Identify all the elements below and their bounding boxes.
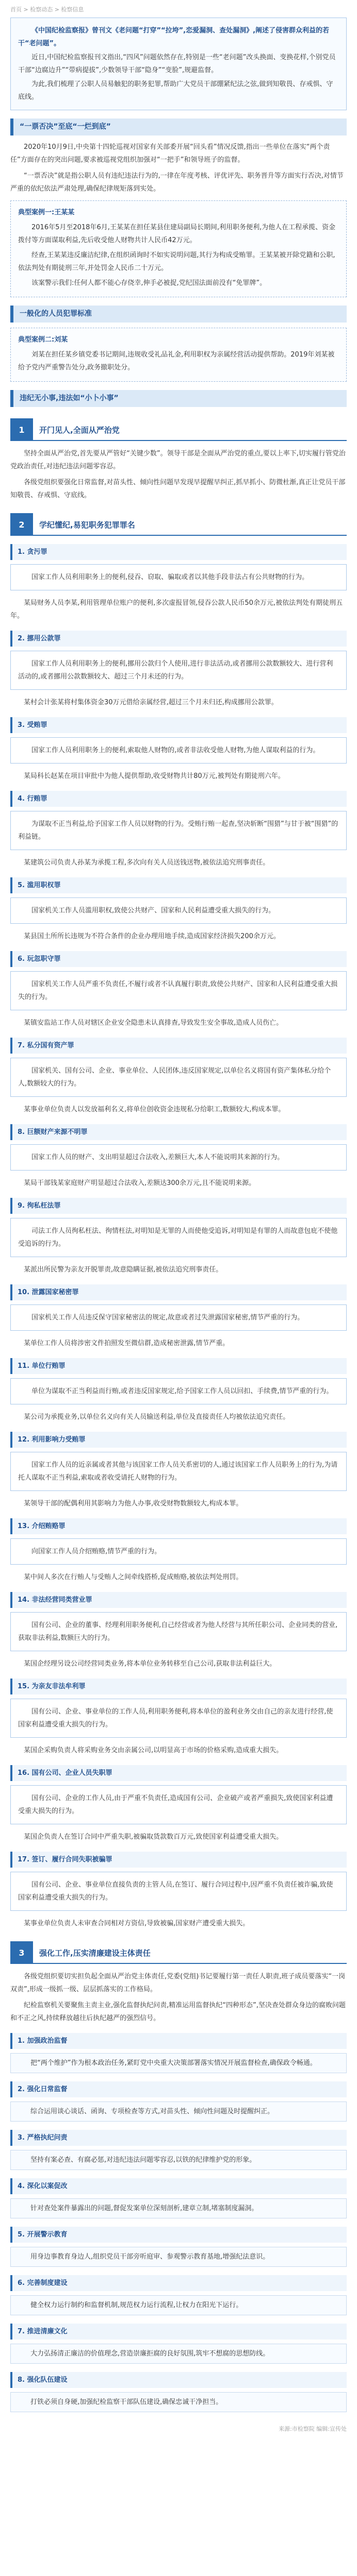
crime-item	[10, 1198, 347, 1276]
step-text: 把“两个维护”作为根本政治任务,紧盯党中央重大决策部署落实情况开展监督检查,确保政令畅通。	[30, 2059, 317, 2067]
crime-title: 2. 挪用公款罪	[10, 631, 347, 647]
crime-case: 某中间人多次在行贿人与受贿人之间牵线搭桥,促成贿赂,被依法判处刑罚。	[24, 1573, 243, 1581]
step-text: 针对查处案件暴露出的问题,督促发案单位深刻剖析,建章立制,堵塞制度漏洞。	[30, 2205, 258, 2212]
crime-case: 某村会计张某将村集体资金30万元借给亲属经营,超过三个月未归还,构成挪用公款罪。	[24, 699, 278, 706]
crime-definition: 国家机关、国有公司、企业、事业单位、人民团体,违反国家规定,以单位名义将国有资产集体私分给个人,数额较大的行为。	[18, 1067, 331, 1088]
body-paragraph: 2020年10月9日,中央第十四轮巡视对国家有关部委开展“回头看”情况反馈,指出一些单位在落实“两个责任”方面存在的突出问题,要求被巡视党组织加强对“一把手”和领导班子的监督。	[10, 143, 330, 164]
crime-item	[10, 1284, 347, 1350]
step-box	[10, 2102, 347, 2122]
crime-case: 某派出所民警为亲友开脱罪责,故意隐瞒证据,被依法追究刑事责任。	[24, 1266, 223, 1274]
case-paragraph: 该案警示我们:任何人都不能心存侥幸,伸手必被捉,党纪国法面前没有“免罪牌”。	[31, 279, 267, 287]
footer-source: 来源:市检察院 编辑:宣传处	[279, 2426, 347, 2432]
case-title: 典型案例二:刘某	[18, 336, 68, 344]
crime-case: 某单位工作人员将涉密文件拍照发至微信群,造成秘密泄露,情节严重。	[24, 1340, 230, 1347]
step-title: 2. 强化日常监督	[10, 2081, 347, 2097]
crime-case: 某事业单位负责人以发放福利名义,将单位创收资金违规私分给职工,数额较大,构成本罪。	[24, 1106, 285, 1113]
crime-title: 4. 行贿罪	[10, 791, 347, 807]
case-paragraph: 2016年5月至2018年6月,王某某在担任某县住建局副局长期间,利用职务便利,为他人在工程承揽、资金拨付等方面谋取利益,先后收受他人财物共计人民币42万元。	[18, 224, 336, 244]
crime-definition: 国家工作人员的财产、支出明显超过合法收入,差额巨大,本人不能说明其来源的行为。	[31, 1154, 284, 1161]
crime-title: 10. 泄露国家秘密罪	[10, 1284, 347, 1300]
step-text: 大力弘扬清正廉洁的价值理念,营造崇廉拒腐的良好氛围,筑牢不想腐的思想防线。	[30, 2350, 270, 2358]
step-box	[10, 2198, 347, 2218]
crime-title: 15. 为亲友非法牟利罪	[10, 1679, 347, 1694]
crime-item	[10, 1765, 347, 1843]
crime-definition: 国家工作人员利用职务上的便利,挪用公款归个人使用,进行非法活动,或者挪用公款数额较大、进行营利活动的,或者挪用公款数额较大、超过三个月未还的行为。	[18, 660, 333, 681]
crime-case: 某局科长赵某在项目审批中为他人提供帮助,收受财物共计80万元,被判处有期徒刑六年。	[24, 772, 285, 780]
case-paragraph: 刘某在担任某乡镇党委书记期间,违规收受礼品礼金,利用职权为亲属经营活动提供帮助。2019年刘某被给予党内严重警告处分,政务撤职处分。	[18, 351, 335, 371]
crime-item	[10, 1432, 347, 1510]
step-box	[10, 2392, 347, 2412]
breadcrumb[interactable]: 首页 > 检察动态 > 检察信息	[10, 6, 84, 13]
step-box	[10, 2053, 347, 2073]
section-title: 强化工作,压实清廉建设主体责任	[33, 1942, 347, 1964]
crime-case: 某局干部钱某家庭财产明显超过合法收入,差额达300余万元,且不能说明来源。	[24, 1179, 256, 1187]
section-paragraph: 纪检监察机关要聚焦主责主业,强化监督执纪问责,精准运用监督执纪“四种形态”,坚决查处群众身边的腐败问题和不正之风,持续释放越往后执纪越严的强烈信号。	[10, 2002, 346, 2022]
crime-definition: 单位为谋取不正当利益而行贿,或者违反国家规定,给予国家工作人员以回扣、手续费,情节严重的行为。	[31, 1387, 333, 1395]
section-header-1	[10, 418, 347, 441]
section-header-3	[10, 1941, 347, 1964]
crime-definition: 司法工作人员徇私枉法、徇情枉法,对明知是无罪的人而使他受追诉,对明知是有罪的人而故意包庇不使他受追诉的行为。	[18, 1227, 338, 1248]
section-paragraph: 坚持全面从严治党,首先要从严管好“关键少数”。领导干部是全面从严治党的重点,要以上率下,切实履行管党治党政治责任,对违纪违法问题零容忍。	[10, 450, 346, 470]
crime-title: 8. 巨额财产来源不明罪	[10, 1124, 347, 1140]
crime-definition-box	[10, 1144, 347, 1171]
section-number: 1	[10, 418, 33, 441]
crime-definition: 国家工作人员的近亲属或者其他与该国家工作人员关系密切的人,通过该国家工作人员职务上的行为,为请托人谋取不正当利益,索取或者收受请托人财物的行为。	[18, 1461, 338, 1482]
banner-standard: 一般化的人员犯罪标准	[10, 306, 347, 323]
crime-definition: 向国家工作人员介绍贿赂,情节严重的行为。	[31, 1548, 161, 1555]
crime-title: 9. 徇私枉法罪	[10, 1198, 347, 1214]
crime-title: 7. 私分国有资产罪	[10, 1038, 347, 1054]
crime-definition-box	[10, 1538, 347, 1565]
crime-list	[10, 544, 347, 1930]
crime-definition-box	[10, 1699, 347, 1738]
crime-title: 16. 国有公司、企业人员失职罪	[10, 1765, 347, 1781]
crime-definition-box	[10, 1612, 347, 1651]
crime-definition: 国家工作人员利用职务上的便利,侵吞、窃取、骗取或者以其他手段非法占有公共财物的行为。	[31, 573, 309, 581]
intro-paragraph: 为此,我们梳理了公职人员易触犯的职务犯罪,帮助广大党员干部绷紧纪法之弦,做到知敬畏、存戒惧、守底线。	[18, 80, 333, 101]
crime-definition: 国有公司、企业、事业单位直接负责的主管人员,在签订、履行合同过程中,因严重不负责任被诈骗,致使国家利益遭受重大损失的行为。	[18, 1881, 333, 1902]
case-title: 典型案例一:王某某	[18, 209, 75, 216]
crime-item	[10, 1852, 347, 1930]
crime-item	[10, 631, 347, 709]
step-text: 综合运用谈心谈话、函询、专项检查等方式,对苗头性、倾向性问题及时提醒纠正。	[30, 2108, 274, 2115]
crime-definition-box	[10, 1785, 347, 1824]
crime-title: 17. 签订、履行合同失职被骗罪	[10, 1852, 347, 1868]
crime-case: 某事业单位负责人未审查合同相对方资信,导致被骗,国家财产遭受重大损失。	[24, 1920, 250, 1927]
step-list	[10, 2033, 347, 2412]
step-text: 打铁必须自身硬,加强纪检监察干部队伍建设,确保忠诚干净担当。	[30, 2398, 223, 2406]
crime-case: 某局财务人员李某,利用管理单位账户的便利,多次虚报冒领,侵吞公款人民币50余万元,被依法判处有期徒刑五年。	[10, 599, 343, 620]
step-box	[10, 2344, 347, 2364]
crime-title: 14. 非法经营同类营业罪	[10, 1592, 347, 1608]
crime-definition: 为谋取不正当利益,给予国家工作人员以财物的行为。受贿行贿一起查,坚决斩断“围猎”与甘于被“围猎”的利益链。	[18, 820, 338, 841]
crime-definition-box	[10, 737, 347, 764]
step-text: 用身边事教育身边人,组织党员干部旁听庭审、参观警示教育基地,增强纪法意识。	[30, 2253, 270, 2261]
step-title: 5. 开展警示教育	[10, 2227, 347, 2243]
crime-definition-box	[10, 564, 347, 590]
section-title: 开门见人,全面从严治党	[33, 419, 347, 441]
crime-definition-box	[10, 897, 347, 924]
step-title: 8. 强化队伍建设	[10, 2372, 347, 2388]
crime-item	[10, 1038, 347, 1116]
crime-title: 6. 玩忽职守罪	[10, 951, 347, 967]
crime-title: 3. 受贿罪	[10, 717, 347, 733]
banner-no-small-matter: 违纪无小事,违法如“小卜小事”	[10, 390, 347, 407]
crime-case: 某国企负责人在签订合同中严重失职,被骗取货款数百万元,致使国家利益遭受重大损失。	[24, 1833, 283, 1841]
step-box	[10, 2247, 347, 2267]
body-paragraph: “一票否决”就是指公职人员有违纪违法行为的,一律在年度考核、评优评先、职务晋升等方面实行否决,对情节严重的依纪依法严肃处理,确保纪律规矩落到实处。	[10, 172, 344, 193]
crime-definition-box	[10, 1058, 347, 1097]
step-box	[10, 2150, 347, 2170]
crime-definition: 国家机关工作人员违反保守国家秘密法的规定,故意或者过失泄露国家秘密,情节严重的行为。	[31, 1314, 304, 1321]
crime-item	[10, 1124, 347, 1190]
crime-case: 某领导干部的配偶利用其影响力为他人办事,收受财物数额较大,构成本罪。	[24, 1500, 243, 1507]
case-box	[10, 200, 347, 297]
step-box	[10, 2295, 347, 2315]
section-paragraph: 各级党组织要切实担负起全面从严治党主体责任,党委(党组)书记要履行第一责任人职责,班子成员要落实“一岗双责”,形成一级抓一级、层层抓落实的工作格局。	[10, 1973, 346, 1993]
crime-item	[10, 1358, 347, 1423]
crime-item	[10, 951, 347, 1029]
step-title: 6. 完善制度建设	[10, 2275, 347, 2291]
step-title: 1. 加强政治监督	[10, 2033, 347, 2049]
crime-case: 某公司为承揽业务,以单位名义向有关人员输送利益,单位及直接责任人均被依法追究责任。	[24, 1413, 290, 1421]
crime-item	[10, 717, 347, 783]
crime-definition-box	[10, 1304, 347, 1331]
step-text: 健全权力运行制约和监督机制,规范权力运行流程,让权力在阳光下运行。	[30, 2301, 243, 2309]
crime-item	[10, 1518, 347, 1584]
section-number: 3	[10, 1941, 33, 1964]
intro-lead: 《中国纪检监察报》曾刊文《老问题“打穿”“拉垮”,恋爱漏洞、查处漏洞》,阐述了侵害群众利益的若干“老问题”。	[18, 27, 330, 47]
crime-definition-box	[10, 651, 347, 690]
case-box	[10, 328, 347, 382]
crime-definition-box	[10, 1378, 347, 1404]
crime-title: 12. 利用影响力受贿罪	[10, 1432, 347, 1448]
crime-item	[10, 1592, 347, 1670]
crime-definition: 国有公司、企业的工作人员,由于严重不负责任,造成国有公司、企业破产或者严重损失,致使国家利益遭受重大损失的行为。	[18, 1794, 333, 1815]
crime-definition: 国家机关工作人员滥用职权,致使公共财产、国家和人民利益遭受重大损失的行为。	[31, 907, 275, 914]
intro-box	[10, 18, 347, 110]
section-header-2	[10, 513, 347, 536]
step-title: 4. 深化以案促改	[10, 2178, 347, 2194]
crime-title: 11. 单位行贿罪	[10, 1358, 347, 1374]
step-title: 3. 严格执纪问责	[10, 2130, 347, 2146]
step-text: 坚持有案必查、有腐必惩,对违纪违法问题零容忍,以铁的纪律维护党的形象。	[30, 2156, 256, 2164]
crime-case: 某县国土所所长违规为不符合条件的企业办理用地手续,造成国家经济损失200余万元。	[24, 933, 280, 940]
crime-case: 某建筑公司负责人孙某为承揽工程,多次向有关人员送钱送物,被依法追究刑事责任。	[24, 859, 270, 867]
crime-definition-box	[10, 1872, 347, 1911]
crime-item	[10, 544, 347, 622]
crime-item	[10, 1679, 347, 1757]
crime-definition-box	[10, 971, 347, 1010]
banner-veto: “一票否决”至底“一烂到底”	[10, 118, 347, 135]
crime-definition: 国家机关工作人员严重不负责任,不履行或者不认真履行职责,致使公共财产、国家和人民利益遭受重大损失的行为。	[18, 980, 338, 1001]
crime-item	[10, 877, 347, 943]
section-title: 学纪懂纪,易犯职务犯罪罪名	[33, 514, 347, 536]
intro-paragraph: 近日,中国纪检监察报刊文指出,“四风”问题依然存在,特别是一些“老问题”改头换面、变换花样,个别党员干部“边腐边升”“带病提拔”,少数领导干部“隐身”“变脸”,规避监督。	[18, 54, 336, 74]
crime-case: 某镇安监站工作人员对辖区企业安全隐患未认真排查,导致发生安全事故,造成人员伤亡。	[24, 1019, 283, 1027]
step-title: 7. 推进清廉文化	[10, 2324, 347, 2340]
section-number: 2	[10, 513, 33, 536]
crime-definition: 国有公司、企业的董事、经理利用职务便利,自己经营或者为他人经营与其所任职公司、企业同类的营业,获取非法利益,数额巨大的行为。	[18, 1621, 338, 1642]
crime-case: 某国企采购负责人将采购业务交由亲属公司,以明显高于市场的价格采购,造成重大损失。	[24, 1747, 283, 1754]
crime-title: 5. 滥用职权罪	[10, 877, 347, 893]
crime-item	[10, 791, 347, 869]
crime-title: 1. 贪污罪	[10, 544, 347, 560]
crime-definition-box	[10, 811, 347, 850]
crime-definition: 国有公司、企业、事业单位的工作人员,利用职务便利,将本单位的盈利业务交由自己的亲友进行经营,使国家利益遭受重大损失的行为。	[18, 1708, 333, 1728]
crime-case: 某国企经理另设公司经营同类业务,将本单位业务转移至自己公司,获取非法利益巨大。	[24, 1660, 277, 1668]
crime-title: 13. 介绍贿赂罪	[10, 1518, 347, 1534]
case-paragraph: 经查,王某某违反廉洁纪律,在组织函询时不如实说明问题,其行为构成受贿罪。王某某被开除党籍和公职,依法判处有期徒刑三年,并处罚金人民币二十万元。	[18, 251, 335, 272]
section-paragraph: 各级党组织要强化日常监督,对苗头性、倾向性问题早发现早提醒早纠正,抓早抓小、防微杜渐,真正让党员干部知敬畏、存戒惧、守底线。	[10, 479, 346, 499]
crime-definition-box	[10, 1218, 347, 1257]
crime-definition-box	[10, 1452, 347, 1491]
crime-definition: 国家工作人员利用职务上的便利,索取他人财物的,或者非法收受他人财物,为他人谋取利益的行为。	[31, 747, 320, 754]
